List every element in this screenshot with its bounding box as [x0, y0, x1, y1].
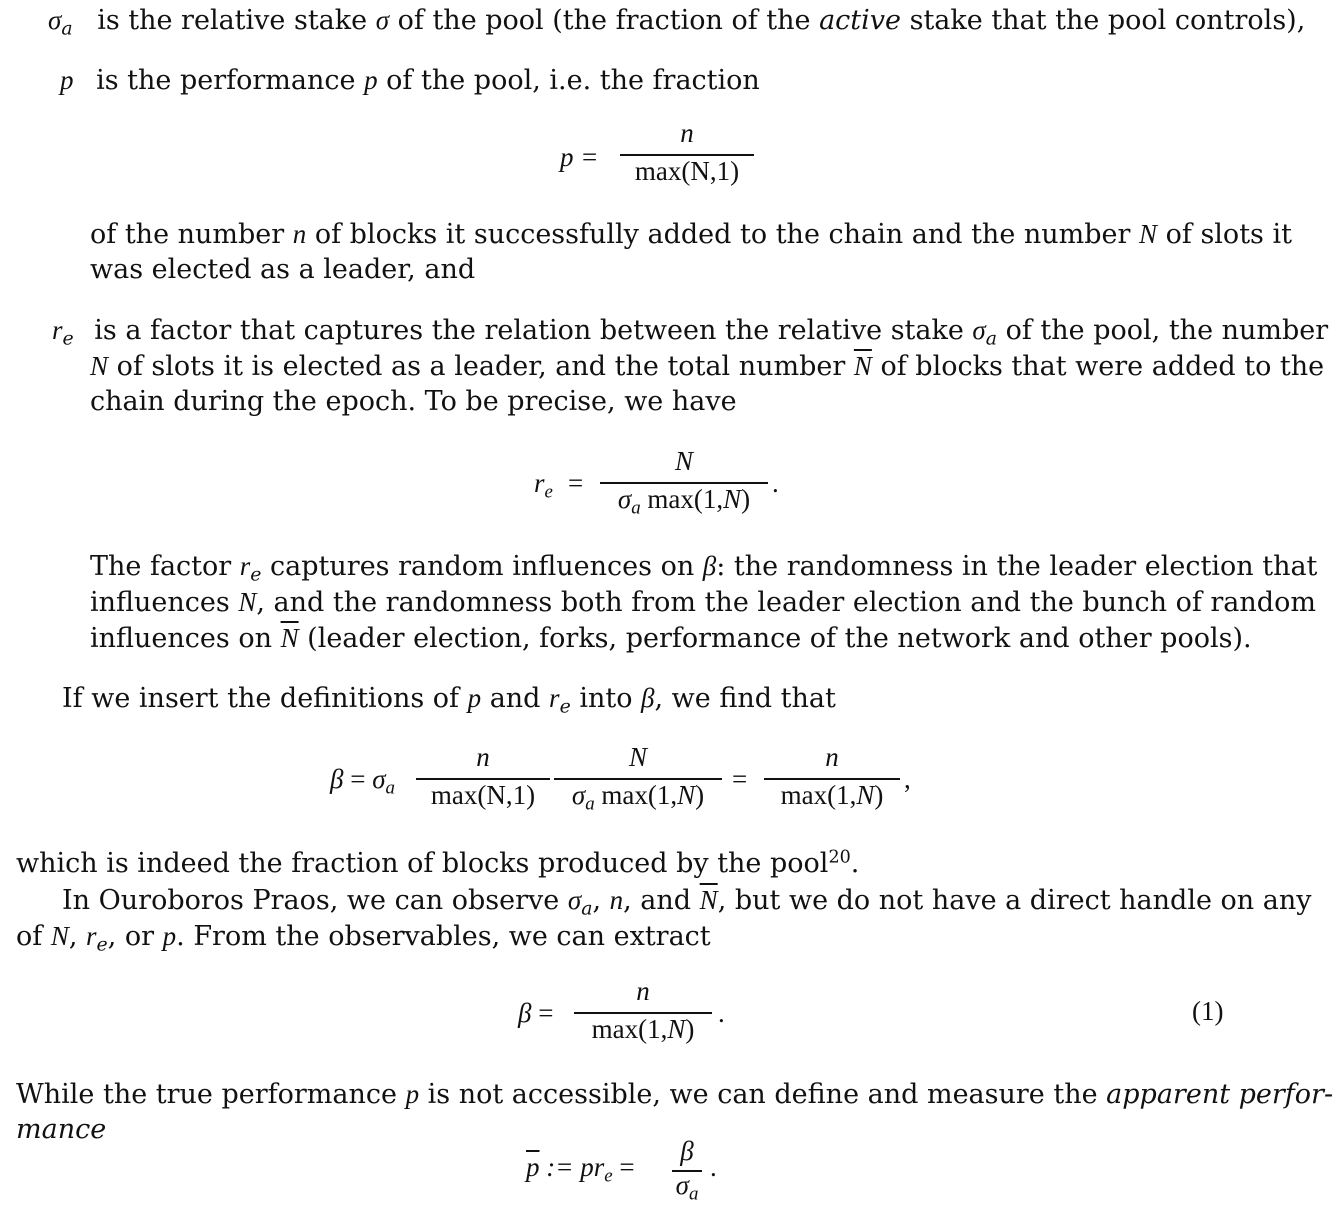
which-line: which is indeed the fraction of blocks produced by the pool$^{20}$.: [16, 847, 860, 879]
r-e-symbol: r: [52, 315, 63, 345]
item-p: p is the performance p of the pool, i.e. the fraction: [60, 65, 760, 96]
praos-line-1: In Ouroboros Praos, we can observe $\sigma_a$, n, and $\overline{N}$, but we do not have a direct handle on any: [62, 885, 1312, 920]
item-sigma-a: $\sigma_a$ is the relative stake σ of the pool (the fraction of the active stake that the pool controls),: [48, 5, 1306, 40]
equation-beta-expanded: $\beta = \sigma_a$ n max(N,1) N $\sigma_a$ $\max(1,\overline{N})$ = n $\max(1,\overline{N})$ ,: [330, 742, 911, 815]
equation-number: (1): [1192, 996, 1224, 1026]
insert-definitions-line: If we insert the definitions of p and $r_e$ into β, we find that: [62, 683, 836, 718]
footnote-marker[interactable]: 20: [828, 847, 851, 868]
item-r-e-line-2: N of slots it is elected as a leader, and the total number $\overline{N}$ of blocks that were added to the: [90, 351, 1325, 382]
item-r-e-paragraph-2: influences N, and the randomness both from the leader election and the bunch of random: [90, 587, 1316, 618]
item-r-e-paragraph-3: influences on $\overline{N}$ (leader election, forks, performance of the network and other pools).: [90, 623, 1252, 654]
while-line-2: mance: [16, 1114, 107, 1145]
while-line-1: While the true performance p is not accessible, we can define and measure the apparent perfor-: [16, 1079, 1333, 1110]
emphasis-apparent-performance: apparent perfor-: [1106, 1079, 1333, 1110]
item-p-continuation-2: was elected as a leader, and: [90, 254, 476, 285]
equation-1: β = n $\max(1,\overline{N})$ .: [518, 976, 725, 1044]
emphasis-active: active: [819, 5, 902, 36]
sigma-symbol: σ: [48, 5, 62, 35]
item-r-e-paragraph-1: The factor $r_e$ captures random influences on β: the randomness in the leader election that: [90, 551, 1318, 586]
item-p-continuation-1: of the number n of blocks it successfully added to the chain and the number N of slots it: [90, 219, 1292, 250]
praos-line-2: of N, $r_e$, or p. From the observables, we can extract: [16, 921, 711, 956]
equation-p: p = n max(N,1): [560, 118, 760, 198]
equation-r-e: $r_e$ = N $\sigma_a$ $\max(1,\overline{N})$ .: [534, 446, 779, 519]
p-symbol: p: [60, 65, 74, 95]
item-r-e-line-3: chain during the epoch. To be precise, we have: [90, 386, 737, 417]
item-r-e: $r_e$ is a factor that captures the relation between the relative stake $\sigma_a$ of the pool, the number: [52, 315, 1329, 350]
equation-apparent-performance: $\overline{p}$ := $pr_e$ = β $\sigma_a$ .: [526, 1136, 717, 1205]
